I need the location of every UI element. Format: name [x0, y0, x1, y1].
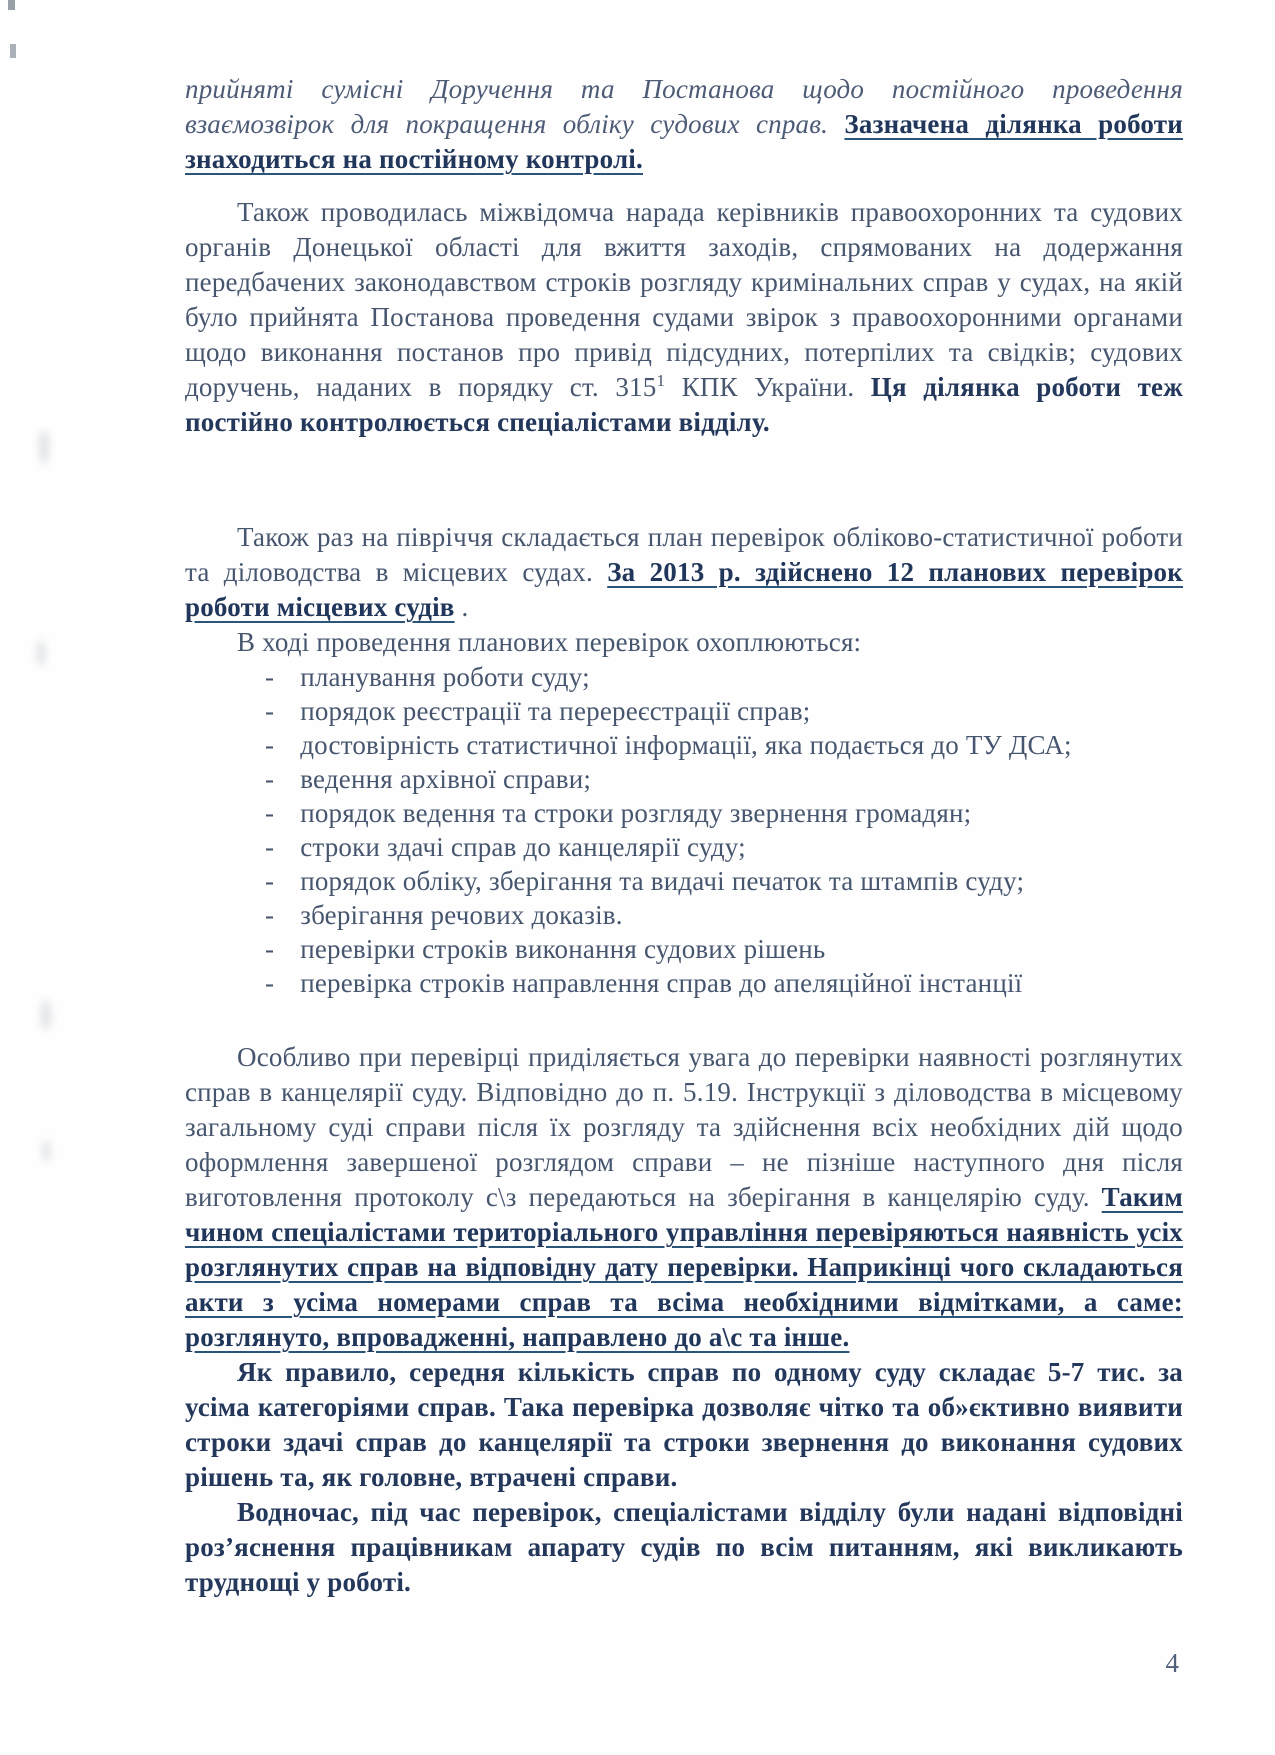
scan-artifact-smudge — [38, 430, 50, 464]
dash-bullet: - — [265, 662, 275, 692]
inspection-checklist — [185, 660, 1183, 1000]
continuation-text: прийняті сумісні Доручення та Постанова щодо постійного проведення взаємозвірок для покращення обліку судових справ. — [185, 74, 1183, 139]
list-item-text: порядок реєстрації та перереєстрації справ; — [300, 696, 811, 726]
list-item — [265, 660, 1183, 694]
clarifications-paragraph: Водночас, під час перевірок, спеціалістами відділу були надані відповідні роз’яснення працівникам апарату судів по всім питанням, які викликають труднощі у роботі. — [185, 1497, 1183, 1597]
scan-artifact-smudge — [36, 640, 46, 666]
list-item — [265, 762, 1183, 796]
list-item — [265, 898, 1183, 932]
list-item-text: планування роботи суду; — [300, 662, 590, 692]
list-item — [265, 728, 1183, 762]
list-item — [265, 694, 1183, 728]
list-item-text: перевірка строків направлення справ до апеляційної інстанції — [300, 968, 1023, 998]
meeting-text-continued: КПК України. — [665, 372, 871, 402]
dash-bullet: - — [265, 730, 275, 760]
dash-bullet: - — [265, 764, 275, 794]
article-superscript: 1 — [656, 371, 666, 390]
list-item-text: достовірність статистичної інформації, яка подається до ТУ ДСА; — [300, 730, 1072, 760]
list-item-text: зберігання речових доказів. — [300, 900, 623, 930]
highlighted-conclusion: Зазначена ділянка роботи знаходиться на постійному контролі. — [185, 109, 1183, 174]
page-number: 4 — [1165, 1648, 1179, 1678]
list-item-text: порядок обліку, зберігання та видачі печаток та штампів суду; — [300, 866, 1025, 896]
plan-paragraph — [185, 520, 1183, 625]
list-item-text: перевірки строків виконання судових рішень — [300, 934, 826, 964]
verification-procedure-statement: Таким чином спеціалістами територіального управління перевіряються наявність усіх розглянутих справ на відповідну дату перевірки. Наприкінці чого складаються акти з усіма номерами справ та всіма необхідними відмітками, а саме: розглянуто, впровадженні, направлено до а\с та інше. — [185, 1182, 1183, 1352]
inspections-count-statement: За 2013 р. здійснено 12 планових перевірок роботи місцевих судів — [185, 557, 1183, 622]
availability-paragraph — [185, 1040, 1183, 1355]
scan-artifact-corner — [8, 0, 15, 10]
dash-bullet: - — [265, 832, 275, 862]
scan-artifact-smudge — [40, 1000, 52, 1030]
list-intro: В ході проведення планових перевірок охоплюються: — [237, 627, 862, 657]
availability-text: Особливо при перевірці приділяється увага до перевірки наявності розглянутих справ в канцелярії суду. Відповідно до п. 5.19. Інструкції з діловодства в місцевому загальному суді справи після їх розгляду та здійснення всіх необхідних дій щодо оформлення завершеної розглядом справи – не пізніше наступного дня після виготовлення протоколу с\з передаються на зберігання в канцелярію суду. — [185, 1042, 1183, 1212]
list-item — [265, 864, 1183, 898]
list-item — [265, 966, 1183, 1000]
meeting-paragraph — [185, 195, 1183, 440]
scan-artifact-smudge — [42, 1140, 51, 1162]
control-statement: Ця ділянка роботи теж постійно контролюється спеціалістами відділу. — [185, 372, 1183, 437]
list-item-text: ведення архівної справи; — [300, 764, 592, 794]
dash-bullet: - — [265, 934, 275, 964]
plan-text: Також раз на півріччя складається план перевірок обліково-статистичної роботи та діловодства в місцевих судах. — [185, 522, 1183, 587]
continuation-paragraph — [185, 72, 1183, 177]
list-item — [265, 796, 1183, 830]
list-item — [265, 830, 1183, 864]
dash-bullet: - — [265, 900, 275, 930]
dash-bullet: - — [265, 798, 275, 828]
list-item-text: порядок ведення та строки розгляду звернення громадян; — [300, 798, 972, 828]
list-item — [265, 932, 1183, 966]
plan-tail: . — [454, 592, 469, 622]
list-item-text: строки здачі справ до канцелярії суду; — [300, 832, 746, 862]
document-text-block — [185, 72, 1183, 1600]
dash-bullet: - — [265, 968, 275, 998]
dash-bullet: - — [265, 866, 275, 896]
scan-artifact-corner — [10, 44, 16, 58]
dash-bullet: - — [265, 696, 275, 726]
average-caseload-paragraph: Як правило, середня кількість справ по одному суду складає 5-7 тис. за усіма категоріями справ. Така перевірка дозволяє чітко та об»єктивно виявити строки здачі справ до канцелярії та строки звернення до виконання судових рішень та, як головне, втрачені справи. — [185, 1357, 1183, 1492]
meeting-text: Також проводилась міжвідомча нарада керівників правоохоронних та судових органів Донецької області для вжиття заходів, спрямованих на додержання передбачених законодавством строків розгляду кримінальних справ у судах, на якій було прийнята Постанова проведення судами звірок з правоохоронними органами щодо виконання постанов про привід підсудних, потерпілих та свідків; судових доручень, наданих в порядку ст. 315 — [185, 197, 1183, 402]
